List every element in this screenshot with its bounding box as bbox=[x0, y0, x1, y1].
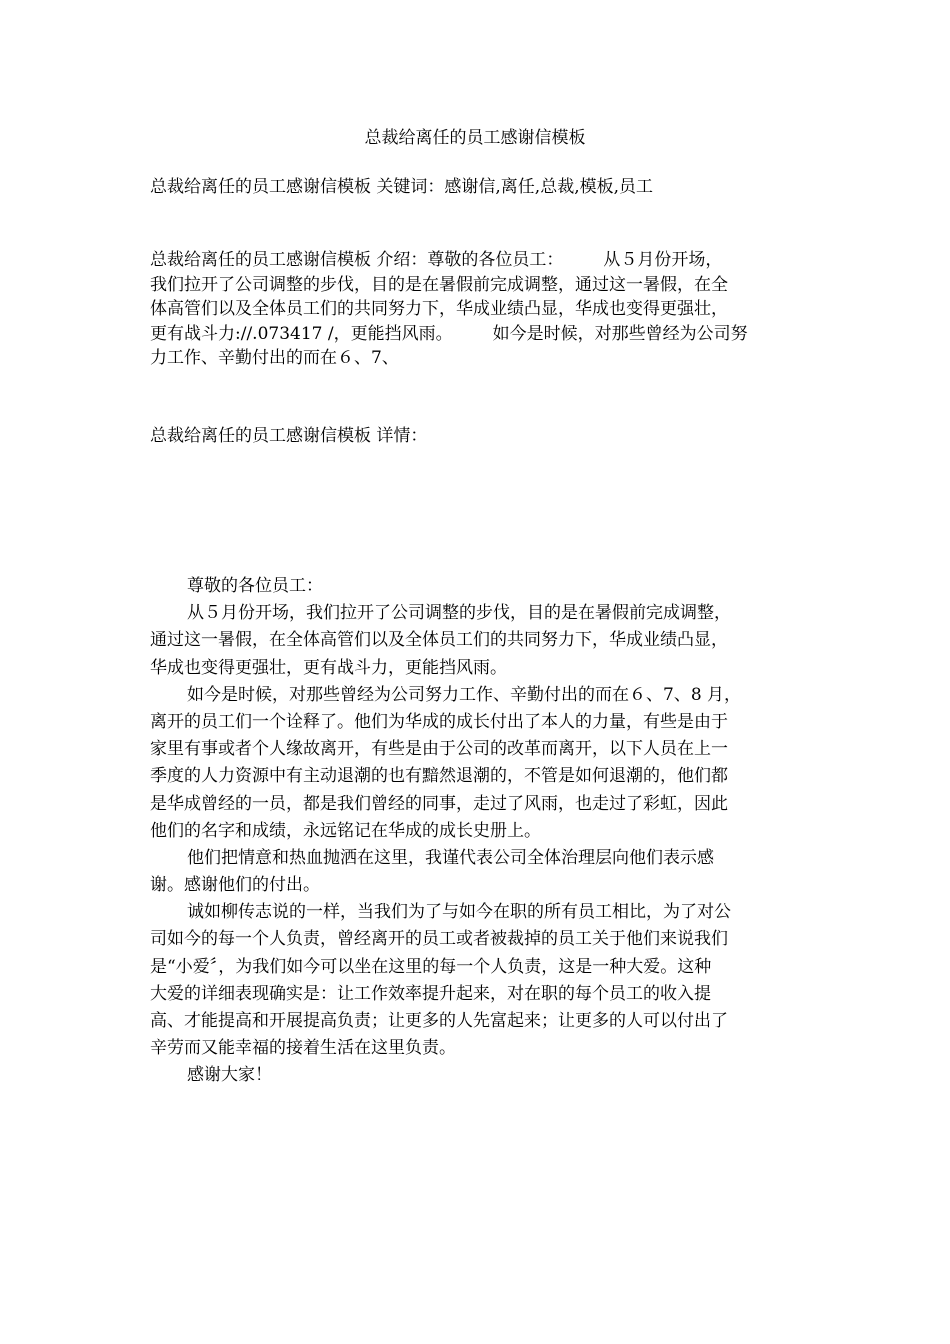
intro-line bbox=[150, 248, 802, 273]
intro-line-text: 从５月份开场， bbox=[603, 250, 723, 270]
letter-line: 是华成曾经的一员，都是我们曾经的同事，走过了风雨，也走过了彩虹，因此 bbox=[150, 793, 728, 814]
intro-paragraph bbox=[150, 248, 802, 371]
letter-line: 诚如柳传志说的一样，当我们为了与如今在职的所有员工相比，为了对公 bbox=[187, 902, 731, 923]
letter-line: 他们把情意和热血抛洒在这里，我谨代表公司全体治理层向他们表示感 bbox=[187, 847, 714, 868]
intro-line: 我们拉开了公司调整的步伐，目的是在暑假前完成调整，通过这一暑假，在全 bbox=[150, 274, 728, 295]
details-label-text: 总裁给离任的员工感谢信模板 详情： bbox=[150, 426, 428, 446]
details-label bbox=[150, 424, 802, 449]
letter-line: 季度的人力资源中有主动退潮的也有黯然退潮的，不管是如何退潮的，他们都 bbox=[150, 766, 728, 787]
letter-line: 高、才能提高和开展提高负责；让更多的人先富起来；让更多的人可以付出了 bbox=[150, 1011, 728, 1031]
letter-line: 大爱的详细表现确实是：让工作效率提升起来，对在职的每个员工的收入提 bbox=[150, 983, 711, 1004]
letter-line: 如今是时候，对那些曾经为公司努力工作、辛勤付出的而在６、7、8 月， bbox=[187, 684, 742, 705]
keywords-text: 总裁给离任的员工感谢信模板 关键词：感谢信,离任,总裁,模板,员工 bbox=[150, 177, 654, 197]
letter-closing: 感谢大家！ bbox=[187, 1065, 272, 1086]
intro-line: 力工作、辛勤付出的而在６、7、 bbox=[150, 348, 399, 368]
intro-line-text: 如今是时候，对那些曾经为公司努 bbox=[492, 323, 748, 344]
keywords-line bbox=[150, 175, 802, 200]
letter-line: 家里有事或者个人缘故离开，有些是由于公司的改革而离开，以下人员在上一 bbox=[150, 739, 728, 760]
intro-line-text: 更有战斗力://.073417 /，更能挡风雨。 bbox=[150, 323, 453, 344]
letter-line: 辛劳而又能幸福的接着生活在这里负责。 bbox=[150, 1038, 456, 1059]
letter-line: 是“小爱〞，为我们如今可以坐在这里的每一个人负责，这是一种大爱。这种 bbox=[150, 956, 712, 977]
letter-body bbox=[150, 573, 802, 1090]
intro-line-text: 总裁给离任的员工感谢信模板 介绍：尊敬的各位员工： bbox=[150, 250, 564, 270]
letter-line: 离开的员工们一个诠释了。他们为华成的成长付出了本人的力量，有些是由于 bbox=[150, 711, 728, 732]
letter-salutation: 尊敬的各位员工： bbox=[187, 576, 323, 596]
letter-line: 华成也变得更强壮，更有战斗力，更能挡风雨。 bbox=[150, 657, 507, 678]
document-title: 总裁给离任的员工感谢信模板 bbox=[364, 128, 586, 148]
intro-line bbox=[150, 322, 802, 347]
intro-line: 体高管们以及全体员工们的共同努力下，华成业绩凸显，华成也变得更强壮， bbox=[150, 299, 728, 319]
letter-line: 通过这一暑假，在全体高管们以及全体员工们的共同努力下，华成业绩凸显， bbox=[150, 630, 728, 651]
letter-line: 他们的名字和成绩，永远铭记在华成的成长史册上。 bbox=[150, 820, 541, 841]
letter-line: 司如今的每一个人负责，曾经离开的员工或者被裁掉的员工关于他们来说我们 bbox=[150, 929, 728, 950]
letter-line: 从５月份开场，我们拉开了公司调整的步伐，目的是在暑假前完成调整， bbox=[187, 603, 731, 624]
letter-line: 谢。感谢他们的付出。 bbox=[150, 875, 320, 896]
